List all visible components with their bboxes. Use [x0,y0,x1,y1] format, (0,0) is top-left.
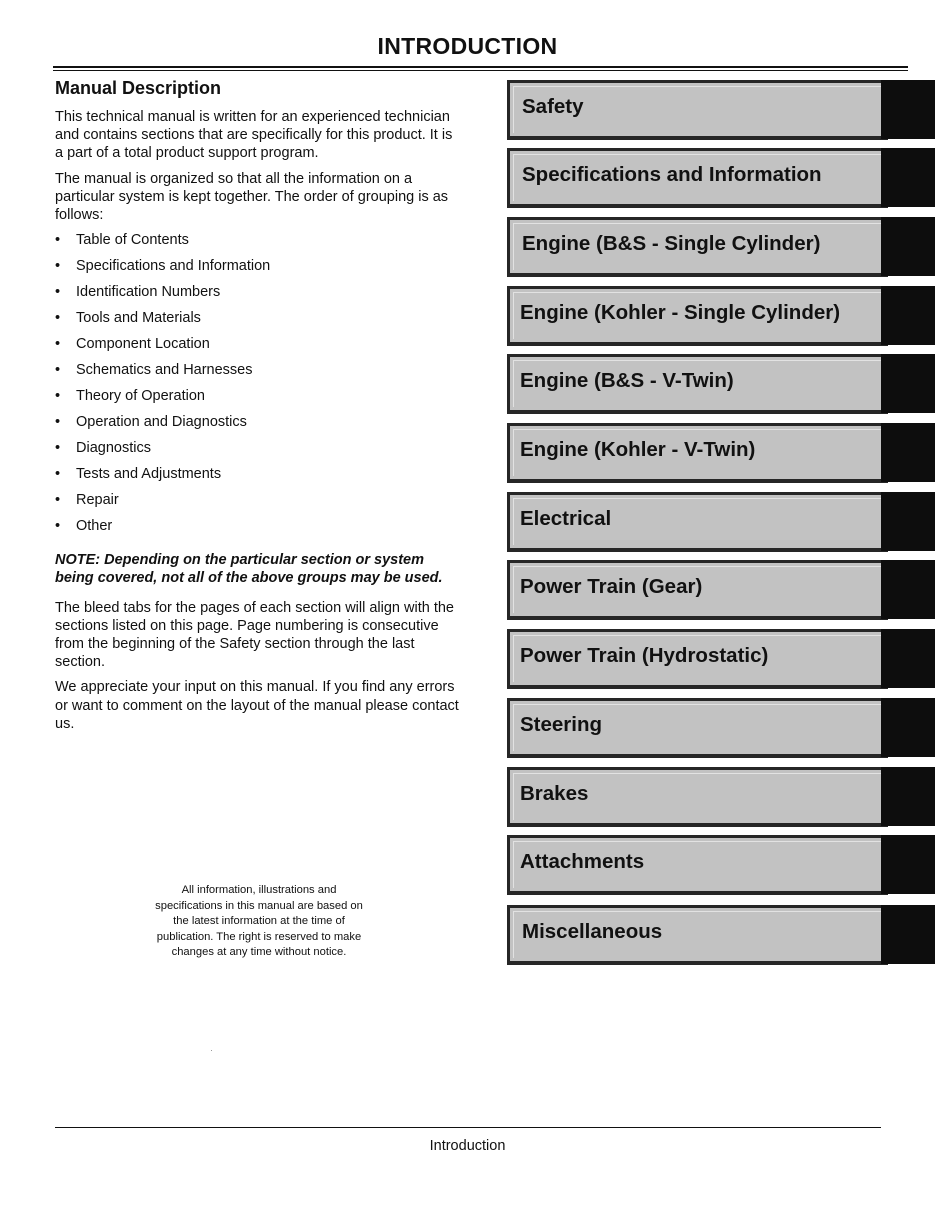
tab-label: Specifications and Information [522,163,822,186]
group-list-item: • Diagnostics [55,439,460,465]
note-text: NOTE: Depending on the particular section or system being covered, not all of the above groups may be used. [55,552,443,587]
section-tab-power-train-hydrostatic[interactable] [507,629,935,688]
bleed-tab [881,629,935,688]
bleed-tab [881,286,935,345]
group-list-item: • Theory of Operation [55,387,460,413]
intro-paragraph: This technical manual is written for an experienced technician and contains sections that are specifically for this product. It is a part of a total product support program. [55,109,453,162]
section-tab-steering[interactable] [507,698,935,757]
organization-paragraph: The manual is organized so that all the information on a particular system is kept together. The order of grouping is as follows: [55,170,449,224]
footer-section-label: Introduction [429,1138,506,1154]
tab-label: Electrical [520,507,612,530]
group-list-item: • Specifications and Information [55,257,460,283]
group-list-item: • Tests and Adjustments [55,465,460,491]
group-list-item: • Repair [55,491,460,517]
manual-description-heading: Manual Description [55,78,222,98]
tab-label: Brakes [520,782,589,805]
disclaimer-text: All information, illustrations and specifications in this manual are based on the latest information at the time of publication. The right is reserved to make changes at any time without notice. [155,884,363,959]
tab-label: Power Train (Gear) [520,575,703,598]
bleed-tab [881,835,935,894]
tab-label: Engine (Kohler - Single Cylinder) [520,301,841,324]
scan-speck [211,1050,212,1051]
bleed-tab [881,905,935,964]
group-list-item: • Tools and Materials [55,309,460,335]
tab-label: Miscellaneous [522,920,663,943]
group-list-item: • Component Location [55,335,460,361]
bleed-tab [881,217,935,276]
tab-label: Engine (Kohler - V-Twin) [520,438,756,461]
tab-label: Engine (B&S - V-Twin) [520,369,734,392]
section-tab-attachments[interactable] [507,835,935,894]
group-list-item: • Identification Numbers [55,283,460,309]
tab-label: Steering [520,713,603,736]
title-rule-thin [53,70,908,71]
bleed-tab [881,423,935,482]
section-tab-brakes[interactable] [507,767,935,826]
group-list [55,231,460,543]
bleed-tab [881,767,935,826]
bleed-tabs-paragraph: The bleed tabs for the pages of each section will align with the sections listed on this page. Page numbering is consecutive from the beginning of the Safety section through the last section. [55,599,454,671]
section-tab-engine-bs-vtwin[interactable] [507,354,935,413]
section-tab-miscellaneous[interactable] [507,905,935,964]
group-list-item: • Other [55,517,460,543]
bleed-tab [881,354,935,413]
footer-rule [55,1127,881,1128]
feedback-paragraph: We appreciate your input on this manual. If you find any errors or want to comment on the layout of the manual please contact us. [55,679,459,732]
bleed-tab [881,560,935,619]
group-list-item: • Table of Contents [55,231,460,257]
section-tab-power-train-gear[interactable] [507,560,935,619]
section-tab-electrical[interactable] [507,492,935,551]
section-tab-engine-kohler-vtwin[interactable] [507,423,935,482]
group-list-item: • Operation and Diagnostics [55,413,460,439]
section-tab-specifications[interactable] [507,148,935,207]
tab-label: Engine (B&S - Single Cylinder) [522,232,821,255]
title-rule [53,66,908,68]
bleed-tab [881,80,935,139]
manual-description-column [55,78,460,740]
bleed-tab [881,698,935,757]
bleed-tab [881,148,935,207]
tab-label: Attachments [520,850,645,873]
section-tab-engine-kohler-single[interactable] [507,286,935,345]
tab-label: Power Train (Hydrostatic) [520,644,769,667]
section-tabs [507,80,935,965]
section-tab-safety[interactable] [507,80,935,139]
group-list-item: • Schematics and Harnesses [55,361,460,387]
tab-label: Safety [522,95,584,118]
page-title: INTRODUCTION [377,33,558,59]
bleed-tab [881,492,935,551]
section-tab-engine-bs-single[interactable] [507,217,935,276]
